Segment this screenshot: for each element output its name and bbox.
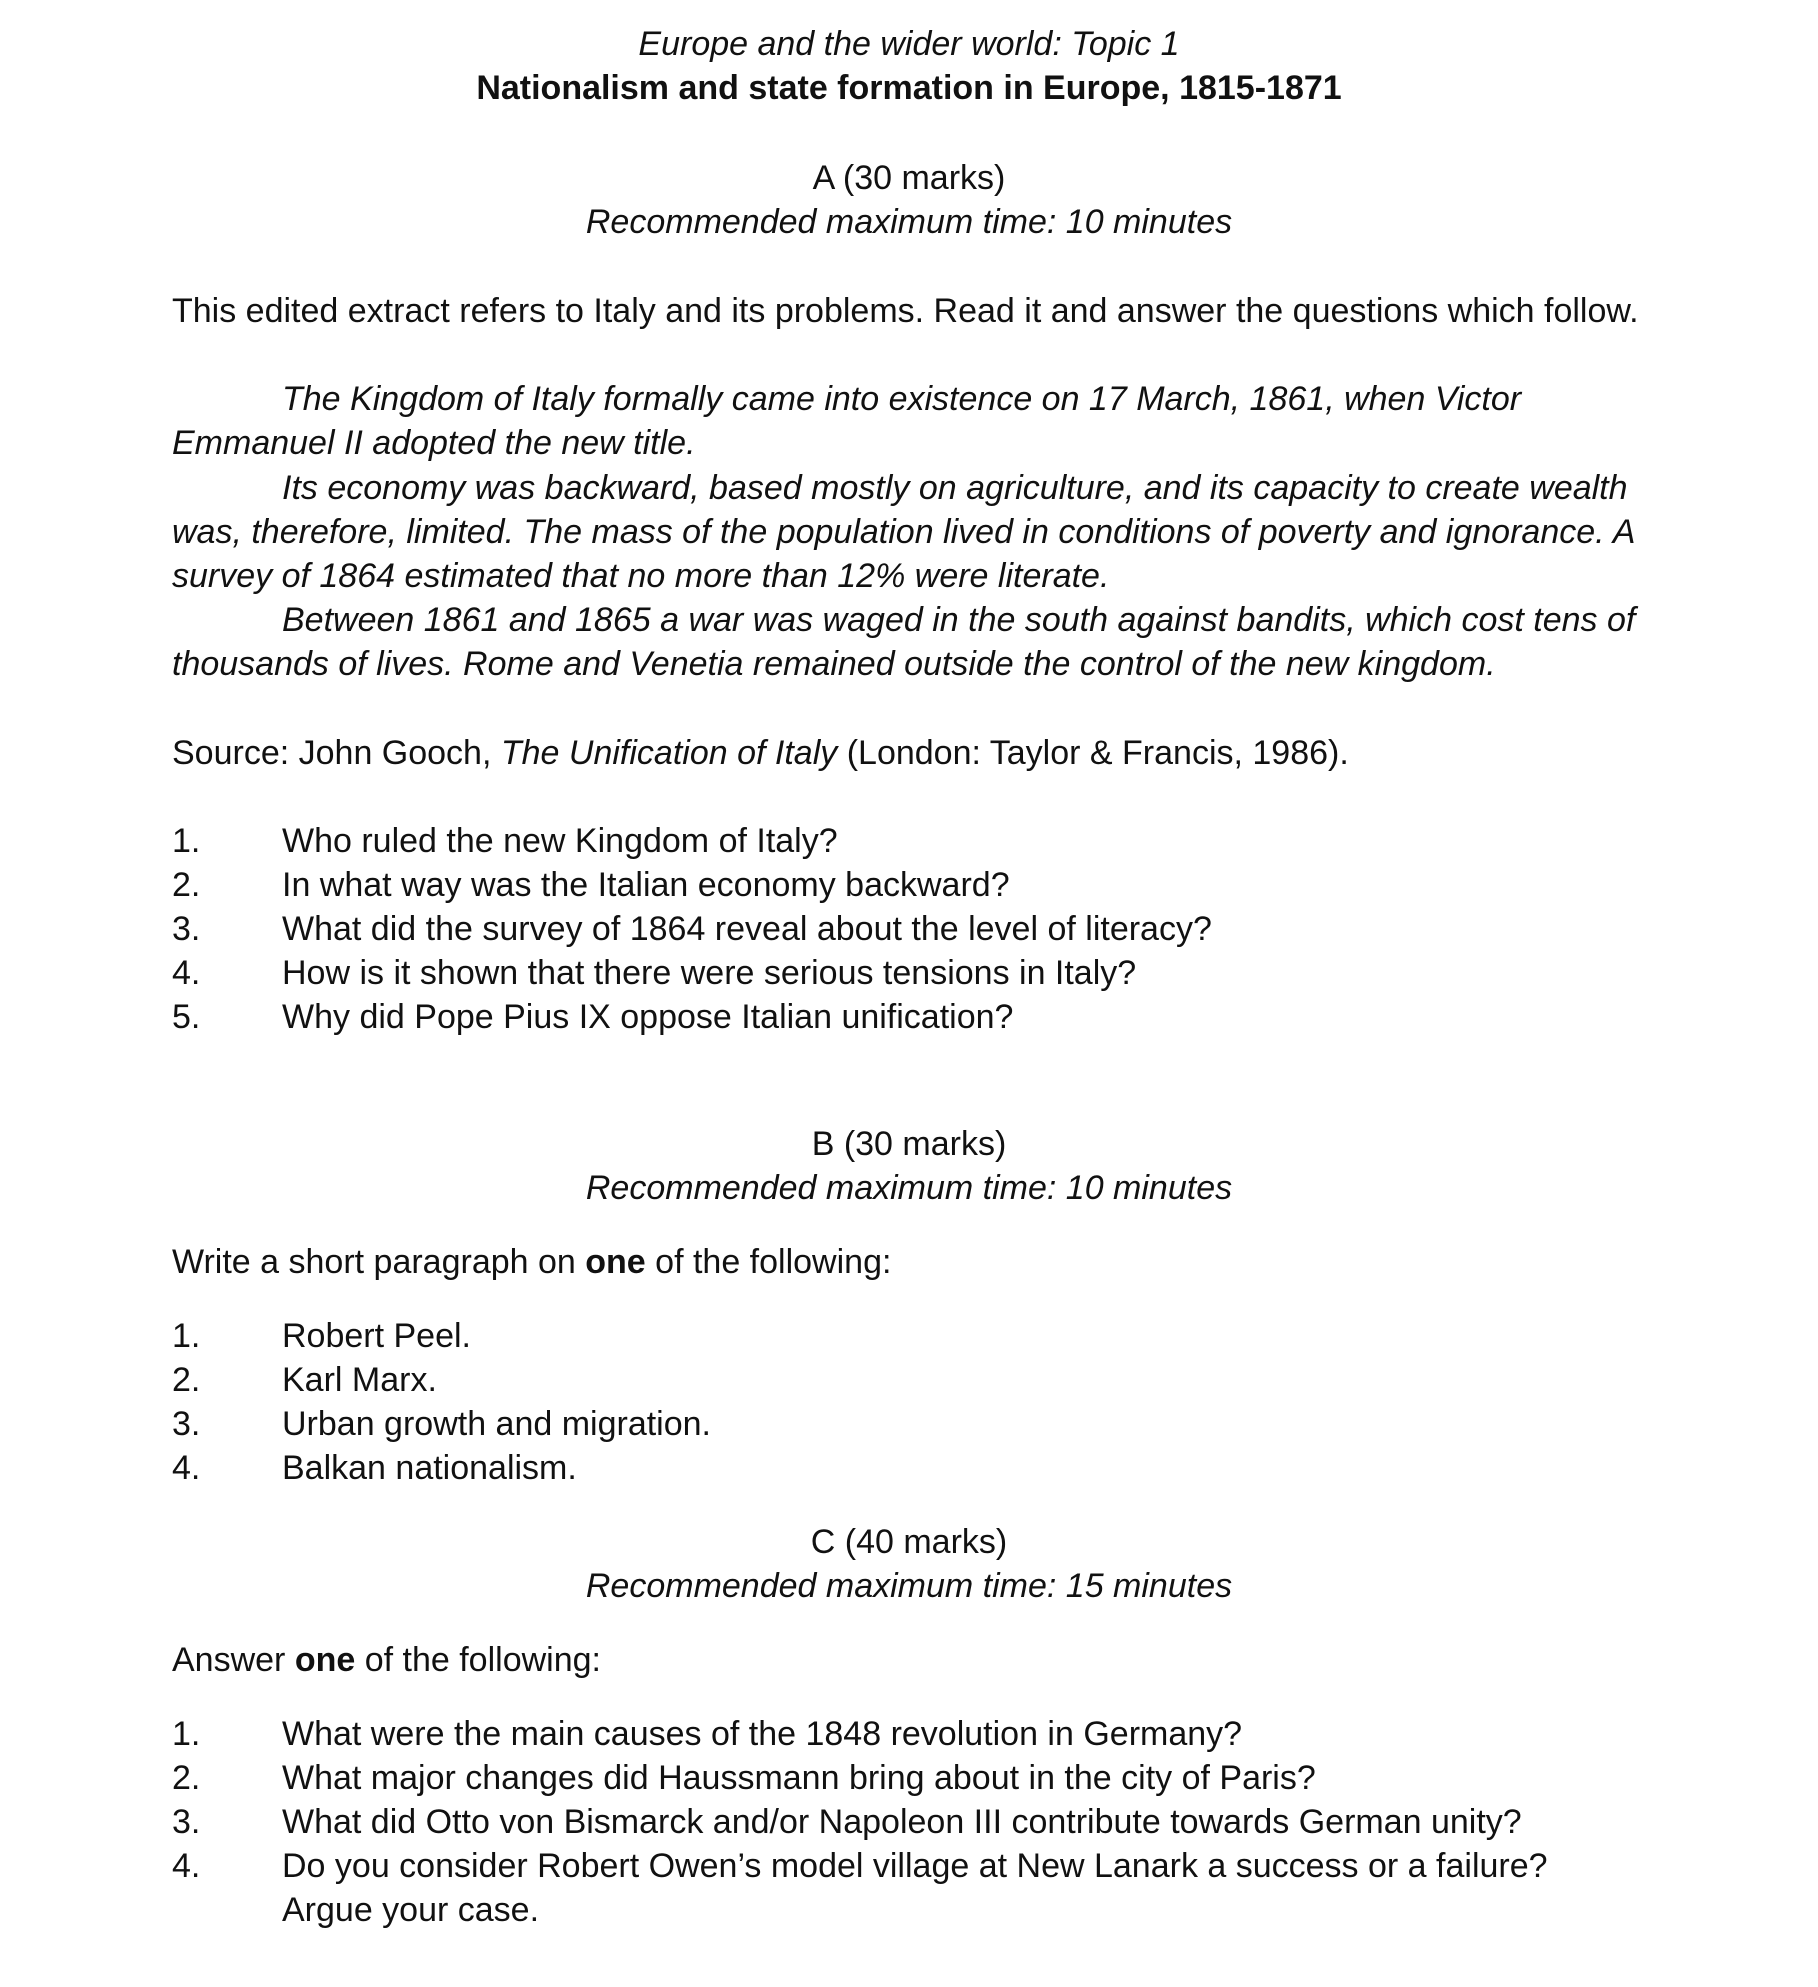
item-number: 3. xyxy=(172,910,201,948)
extract-line: was, therefore, limited. The mass of the population lived in conditions of poverty and ignorance. A xyxy=(172,513,1636,551)
instruction-emphasis: one xyxy=(294,1641,356,1679)
source-suffix: (London: Taylor & Francis, 1986). xyxy=(837,734,1349,772)
section-a-heading: A (30 marks) xyxy=(812,159,1006,197)
item-number: 3. xyxy=(172,1803,201,1841)
instruction-text: of the following: xyxy=(645,1243,892,1281)
page-title: Nationalism and state formation in Europe, 1815-1871 xyxy=(476,69,1342,107)
item-text: Urban growth and migration. xyxy=(282,1405,712,1443)
item-text: What major changes did Haussmann bring about in the city of Paris? xyxy=(282,1759,1316,1797)
section-c-time: Recommended maximum time: 15 minutes xyxy=(585,1567,1233,1605)
item-number: 2. xyxy=(172,1759,201,1797)
item-text: How is it shown that there were serious tensions in Italy? xyxy=(282,954,1137,992)
instruction-text: Write a short paragraph on xyxy=(172,1243,586,1281)
section-c-heading: C (40 marks) xyxy=(810,1523,1008,1561)
item-number: 2. xyxy=(172,866,201,904)
item-number: 3. xyxy=(172,1405,201,1443)
item-text: Who ruled the new Kingdom of Italy? xyxy=(282,822,838,860)
source-prefix: Source: John Gooch, xyxy=(172,734,501,772)
item-text: What did Otto von Bismarck and/or Napoleon III contribute towards German unity? xyxy=(282,1803,1522,1841)
item-number: 4. xyxy=(172,1847,201,1885)
source-citation xyxy=(172,731,1652,775)
item-text: What were the main causes of the 1848 revolution in Germany? xyxy=(282,1715,1243,1753)
item-text: Balkan nationalism. xyxy=(282,1449,577,1487)
section-c-instruction xyxy=(172,1638,1652,1682)
item-text: Robert Peel. xyxy=(282,1317,471,1355)
topic-line: Europe and the wider world: Topic 1 xyxy=(638,25,1180,63)
section-b-time: Recommended maximum time: 10 minutes xyxy=(585,1169,1233,1207)
item-text: Why did Pope Pius IX oppose Italian unification? xyxy=(282,998,1014,1036)
instruction-text: of the following: xyxy=(355,1641,601,1679)
item-text: Argue your case. xyxy=(282,1891,540,1929)
item-number: 1. xyxy=(172,822,201,860)
item-text: In what way was the Italian economy backward? xyxy=(282,866,1010,904)
item-text: What did the survey of 1864 reveal about the level of literacy? xyxy=(282,910,1212,948)
item-number: 1. xyxy=(172,1715,201,1753)
source-book-title: The Unification of Italy xyxy=(500,734,838,772)
section-b-instruction xyxy=(172,1240,1652,1284)
item-text: Karl Marx. xyxy=(282,1361,437,1399)
instruction-emphasis: one xyxy=(585,1243,646,1281)
section-a-instruction: This edited extract refers to Italy and its problems. Read it and answer the questions which follow. xyxy=(172,292,1639,330)
section-b-heading: B (30 marks) xyxy=(811,1125,1007,1163)
item-number: 5. xyxy=(172,998,201,1036)
extract-line: The Kingdom of Italy formally came into existence on 17 March, 1861, when Victor xyxy=(282,380,1522,418)
instruction-text: Answer xyxy=(172,1641,295,1679)
extract-line: survey of 1864 estimated that no more than 12% were literate. xyxy=(172,557,1110,595)
item-text: Do you consider Robert Owen’s model village at New Lanark a success or a failure? xyxy=(282,1847,1548,1885)
item-number: 4. xyxy=(172,954,201,992)
item-number: 2. xyxy=(172,1361,201,1399)
extract-line: Between 1861 and 1865 a war was waged in the south against bandits, which cost tens of xyxy=(282,601,1636,639)
item-number: 1. xyxy=(172,1317,201,1355)
item-number: 4. xyxy=(172,1449,201,1487)
section-a-time: Recommended maximum time: 10 minutes xyxy=(585,203,1233,241)
extract-line: Its economy was backward, based mostly on agriculture, and its capacity to create wealth xyxy=(282,469,1628,507)
extract-line: thousands of lives. Rome and Venetia remained outside the control of the new kingdom. xyxy=(172,645,1496,683)
extract-line: Emmanuel II adopted the new title. xyxy=(172,424,696,462)
